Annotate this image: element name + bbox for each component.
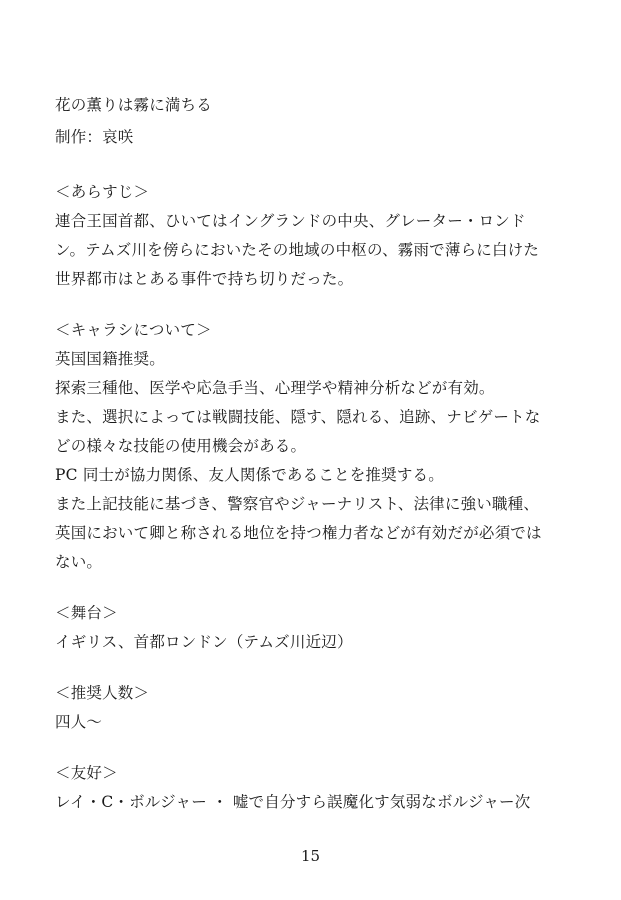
synopsis-line: 連合王国首都、ひいてはイングランドの中央、グレーター・ロンド bbox=[55, 212, 526, 230]
synopsis-heading: ＜あらすじ＞ bbox=[55, 183, 150, 201]
character-line: また、選択によっては戦闘技能、隠す、隠れる、追跡、ナビゲートな bbox=[55, 408, 541, 426]
author-line: 制作：哀咲 bbox=[55, 128, 134, 146]
stage-text: イギリス、首都ロンドン（テムズ川近辺） bbox=[55, 633, 353, 651]
character-line: PC 同士が協力関係、友人関係であることを推奨する。 bbox=[55, 466, 444, 484]
character-line: 英国国籍推奨。 bbox=[55, 350, 165, 368]
stage-heading: ＜舞台＞ bbox=[55, 604, 118, 622]
players-text: 四人～ bbox=[55, 713, 103, 731]
page-number: 15 bbox=[300, 847, 321, 865]
friendship-heading: ＜友好＞ bbox=[55, 764, 118, 782]
character-line: どの様々な技能の使用機会がある。 bbox=[55, 437, 307, 455]
character-heading: ＜キャラシについて＞ bbox=[55, 321, 212, 339]
character-line: 探索三種他、医学や応急手当、心理学や精神分析などが有効。 bbox=[55, 379, 495, 397]
friendship-text: レイ・C・ボルジャー ・ 嘘で自分すら誤魔化す気弱なボルジャー次 bbox=[55, 793, 531, 811]
synopsis-line: ン。テムズ川を傍らにおいたその地域の中枢の、霧雨で薄らに白けた bbox=[55, 241, 540, 259]
character-line: また上記技能に基づき、警察官やジャーナリスト、法律に強い職種、 bbox=[55, 495, 540, 513]
players-heading: ＜推奨人数＞ bbox=[55, 684, 150, 702]
document-title: 花の薫りは霧に満ちる bbox=[55, 96, 213, 114]
synopsis-line: 世界都市はとある事件で持ち切りだった。 bbox=[55, 270, 354, 288]
character-line: 英国において卿と称される地位を持つ権力者などが有効だが必須では bbox=[55, 524, 542, 542]
character-line: ない。 bbox=[55, 553, 103, 571]
